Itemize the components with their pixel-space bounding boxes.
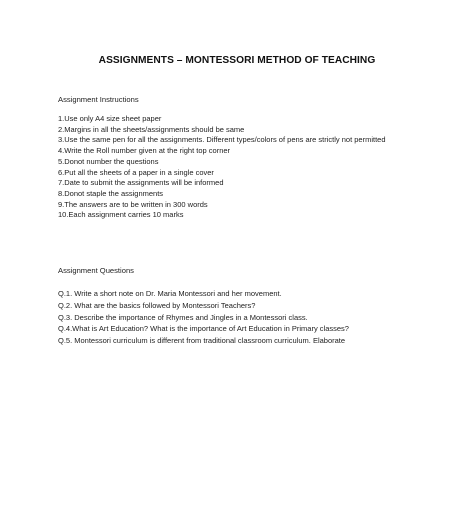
document-title: ASSIGNMENTS – MONTESSORI METHOD OF TEACHING bbox=[98, 55, 376, 66]
instructions-list bbox=[58, 114, 386, 221]
question-item: Q.5. Montessori curriculum is different from traditional classroom curriculum. Elaborate bbox=[58, 336, 346, 346]
questions-list bbox=[58, 288, 349, 347]
instruction-item: 9.The answers are to be written in 300 words bbox=[58, 199, 208, 209]
instruction-item: 7.Date to submit the assignments will be informed bbox=[58, 178, 224, 188]
instruction-item: 10.Each assignment carries 10 marks bbox=[58, 210, 184, 220]
instructions-heading: Assignment Instructions bbox=[58, 95, 139, 104]
question-item: Q.2. What are the basics followed by Montessori Teachers? bbox=[58, 300, 256, 310]
instruction-item: 3.Use the same pen for all the assignments. Different types/colors of pens are strictly not permitted bbox=[58, 135, 386, 145]
questions-heading: Assignment Questions bbox=[58, 266, 134, 275]
question-item: Q.1. Write a short note on Dr. Maria Montessori and her movement. bbox=[58, 289, 282, 298]
question-item: Q.3. Describe the importance of Rhymes and Jingles in a Montessori class. bbox=[58, 312, 308, 322]
instruction-item: 1.Use only A4 size sheet paper bbox=[58, 114, 162, 123]
instruction-item: 8.Donot staple the assignments bbox=[58, 188, 164, 198]
instruction-item: 6.Put all the sheets of a paper in a single cover bbox=[58, 167, 214, 177]
question-item: Q.4.What is Art Education? What is the importance of Art Education in Primary classes? bbox=[58, 324, 349, 334]
instruction-item: 5.Donot number the questions bbox=[58, 156, 159, 166]
instruction-item: 4.Write the Roll number given at the right top corner bbox=[58, 146, 231, 156]
instruction-item: 2.Margins in all the sheets/assignments should be same bbox=[58, 124, 245, 134]
